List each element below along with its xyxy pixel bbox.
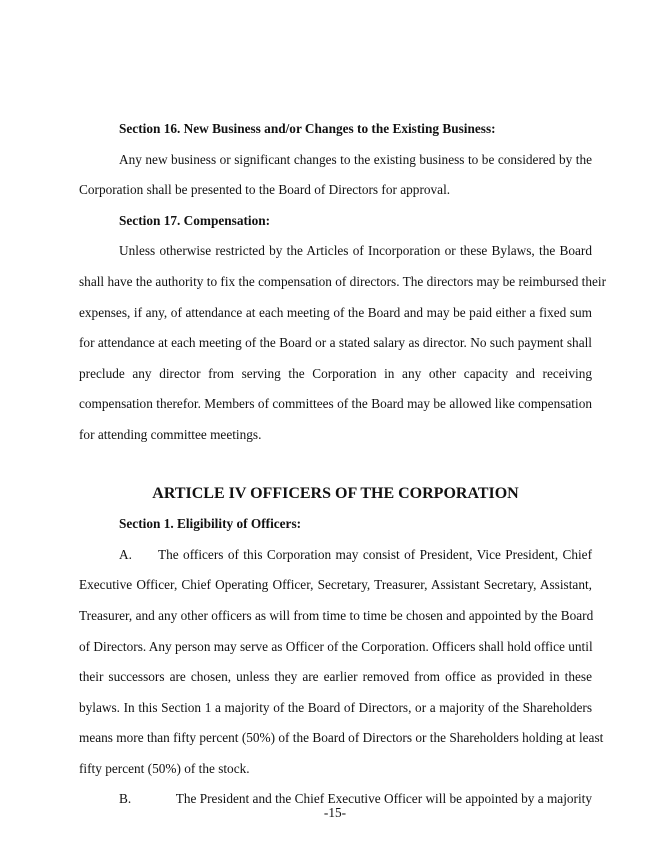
paragraph-line: expenses, if any, of attendance at each meeting of the Board and may be paid either a fixed sum	[79, 304, 592, 320]
paragraph-line: shall have the authority to fix the compensation of directors. The directors may be reimbursed their	[79, 273, 607, 289]
paragraph-line: their successors are chosen, unless they are earlier removed from office as provided in these	[79, 669, 592, 685]
section-16-heading: Section 16. New Business and/or Changes to the Existing Business:	[119, 121, 496, 136]
section-1-heading: Section 1. Eligibility of Officers:	[119, 516, 302, 532]
paragraph-line: compensation therefor. Members of committees of the Board may be allowed like compensation	[79, 396, 592, 412]
paragraph-line: for attending committee meetings.	[79, 426, 262, 442]
paragraph-line: fifty percent (50%) of the stock.	[79, 760, 250, 776]
paragraph-line: The officers of this Corporation may consist of President, Vice President, Chief	[158, 546, 592, 562]
paragraph-line: Unless otherwise restricted by the Articles of Incorporation or these Bylaws, the Board	[119, 243, 592, 259]
paragraph-line: Treasurer, and any other officers as will from time to time be chosen and appointed by the Board	[79, 607, 594, 623]
paragraph-line: Executive Officer, Chief Operating Officer, Secretary, Treasurer, Assistant Secretary, Assistant,	[79, 577, 592, 593]
paragraph-line: The President and the Chief Executive Officer will be appointed by a majority	[175, 791, 592, 807]
item-a-label: A.	[119, 546, 132, 562]
item-b-label: B.	[119, 791, 132, 807]
paragraph-line: of Directors. Any person may serve as Officer of the Corporation. Officers shall hold office until	[79, 638, 593, 654]
paragraph-line: Any new business or significant changes to the existing business to be considered by the	[119, 151, 592, 167]
paragraph-line: for attendance at each meeting of the Board or a stated salary as director. No such payment shall	[79, 335, 592, 351]
paragraph-line: means more than fifty percent (50%) of the Board of Directors or the Shareholders holding at least	[79, 730, 604, 746]
item-a-first-line	[79, 540, 592, 571]
page-number: -15-	[323, 805, 347, 820]
paragraph-line: preclude any director from serving the Corporation in any other capacity and receiving	[79, 365, 592, 381]
article-title: ARTICLE IV OFFICERS OF THE CORPORATION	[152, 484, 519, 502]
paragraph-line: Corporation shall be presented to the Board of Directors for approval.	[79, 182, 451, 198]
paragraph-line: bylaws. In this Section 1 a majority of the Board of Directors, or a majority of the Shareholders	[79, 699, 592, 715]
section-17-heading: Section 17. Compensation:	[119, 212, 271, 228]
document-page	[79, 114, 607, 815]
